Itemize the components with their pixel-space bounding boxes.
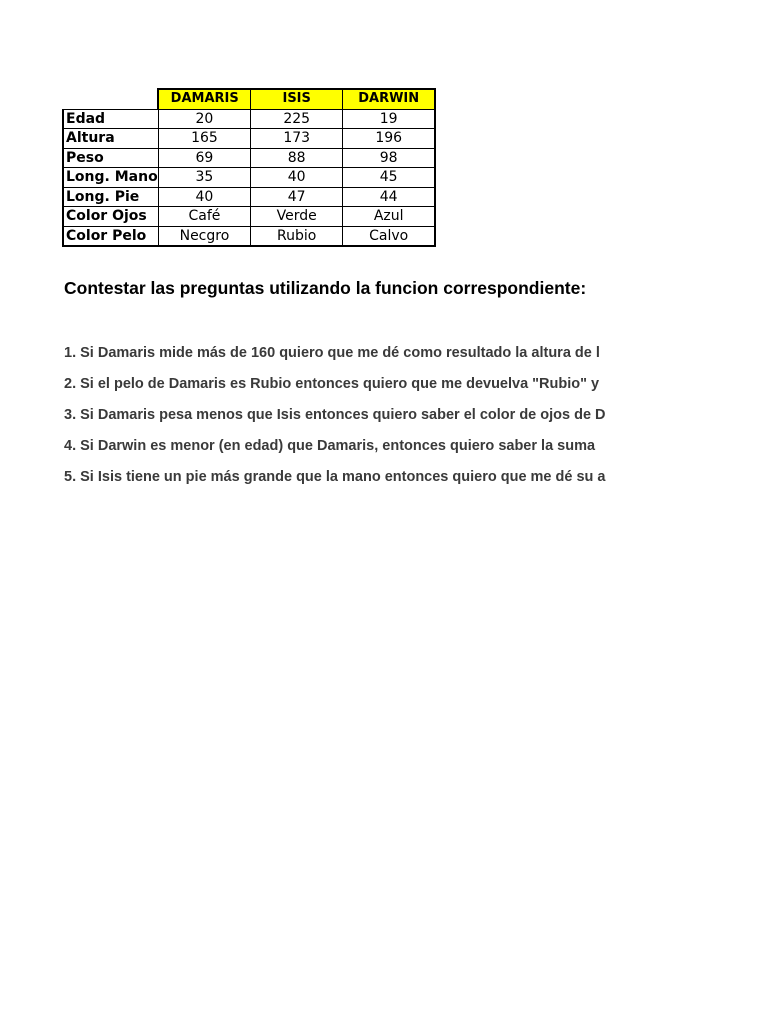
cell-altura-damaris: 165 xyxy=(158,129,251,149)
cell-peso-darwin: 98 xyxy=(343,148,436,168)
row-label-peso: Peso xyxy=(63,148,158,168)
cell-color-ojos-isis: Verde xyxy=(251,207,343,227)
header-damaris: DAMARIS xyxy=(158,89,251,109)
table-row xyxy=(63,148,435,168)
cell-edad-damaris: 20 xyxy=(158,109,251,129)
table-row xyxy=(63,129,435,149)
question-3: 3. Si Damaris pesa menos que Isis entonces quiero saber el color de ojos de D xyxy=(64,407,606,423)
question-5: 5. Si Isis tiene un pie más grande que la mano entonces quiero que me dé su a xyxy=(64,469,606,485)
row-label-color-ojos: Color Ojos xyxy=(63,207,158,227)
table-row xyxy=(63,187,435,207)
cell-altura-darwin: 196 xyxy=(343,129,436,149)
row-label-edad: Edad xyxy=(63,109,158,129)
table-row xyxy=(63,226,435,246)
question-1: 1. Si Damaris mide más de 160 quiero que me dé como resultado la altura de l xyxy=(64,345,600,361)
cell-long-mano-isis: 40 xyxy=(251,168,343,188)
cell-long-pie-damaris: 40 xyxy=(158,187,251,207)
cell-long-pie-darwin: 44 xyxy=(343,187,436,207)
empty-corner-cell xyxy=(63,89,158,109)
question-4: 4. Si Darwin es menor (en edad) que Damaris, entonces quiero saber la suma xyxy=(64,438,596,454)
table-row xyxy=(63,207,435,227)
row-label-altura: Altura xyxy=(63,129,158,149)
cell-edad-isis: 225 xyxy=(251,109,343,129)
row-label-color-pelo: Color Pelo xyxy=(63,226,158,246)
cell-long-mano-darwin: 45 xyxy=(343,168,436,188)
cell-color-pelo-damaris: Necgro xyxy=(158,226,251,246)
cell-long-mano-damaris: 35 xyxy=(158,168,251,188)
row-label-long-pie: Long. Pie xyxy=(63,187,158,207)
cell-color-pelo-isis: Rubio xyxy=(251,226,343,246)
cell-color-ojos-damaris: Café xyxy=(158,207,251,227)
table-row xyxy=(63,168,435,188)
cell-edad-darwin: 19 xyxy=(343,109,436,129)
cell-color-ojos-darwin: Azul xyxy=(343,207,436,227)
cell-altura-isis: 173 xyxy=(251,129,343,149)
cell-long-pie-isis: 47 xyxy=(251,187,343,207)
instructions-heading: Contestar las preguntas utilizando la funcion correspondiente: xyxy=(64,278,587,298)
header-darwin: DARWIN xyxy=(343,89,436,109)
data-table xyxy=(62,88,436,247)
row-label-long-mano: Long. Mano xyxy=(63,168,158,188)
cell-peso-isis: 88 xyxy=(251,148,343,168)
cell-color-pelo-darwin: Calvo xyxy=(343,226,436,246)
questions-list xyxy=(64,342,619,497)
cell-peso-damaris: 69 xyxy=(158,148,251,168)
header-isis: ISIS xyxy=(251,89,343,109)
question-2: 2. Si el pelo de Damaris es Rubio entonces quiero que me devuelva "Rubio" y xyxy=(64,376,600,392)
header-row xyxy=(63,89,435,109)
table-row xyxy=(63,109,435,129)
